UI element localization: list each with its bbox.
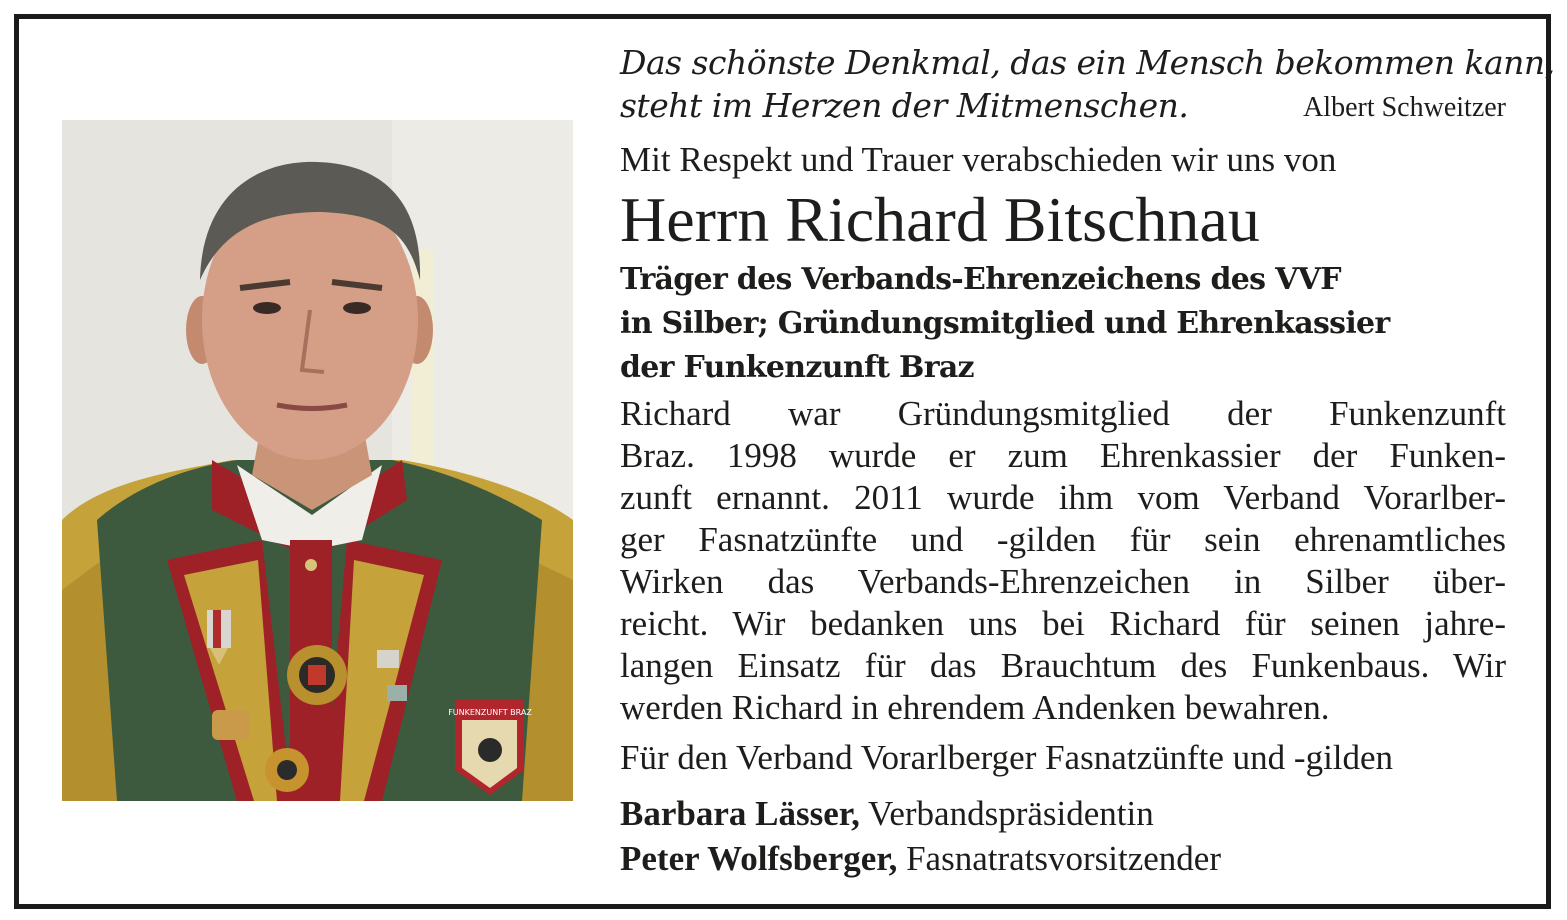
- obituary-text: [620, 41, 1555, 881]
- portrait-photo: [62, 120, 573, 801]
- quote-line: steht im Herzen der Mitmenschen.: [620, 86, 1189, 125]
- honor-line: der Funkenzunft Braz: [620, 350, 974, 385]
- honor-line: in Silber; Gründungsmitglied und Ehrenkassier: [620, 306, 1390, 341]
- signatory-name: Peter Wolfsberger,: [620, 839, 898, 878]
- paragraph-line: Richard war Gründungsmitglied der Funkenzunft: [620, 394, 1506, 433]
- badge-label: FUNKENZUNFT BRAZ: [448, 708, 532, 717]
- paragraph-line: Braz. 1998 wurde er zum Ehrenkassier der Funken-: [620, 436, 1506, 475]
- organization-line: Für den Verband Vorarlberger Fasnatzünfte und -gilden: [620, 738, 1394, 777]
- intro-line: Mit Respekt und Trauer verabschieden wir uns von: [620, 140, 1337, 179]
- signatory: [620, 791, 1506, 836]
- signatory: [620, 836, 1506, 881]
- deceased-name: Herrn Richard Bitschnau: [620, 184, 1260, 255]
- quote-block: [620, 41, 1555, 125]
- paragraph-line: reicht. Wir bedanken uns bei Richard für seinen jahre-: [620, 604, 1506, 643]
- paragraph-line: Wirken das Verbands-Ehrenzeichen in Silber über-: [620, 562, 1506, 601]
- tribute-paragraph: [620, 393, 1506, 729]
- honor-line: Träger des Verbands-Ehrenzeichens des VVF: [620, 262, 1341, 297]
- signatory-role: Fasnatratsvorsitzender: [906, 839, 1221, 878]
- obituary-frame: [14, 14, 1555, 909]
- honor-block: [620, 259, 1506, 389]
- paragraph-line: ger Fasnatzünfte und -gilden für sein ehrenamtliches: [620, 520, 1506, 559]
- paragraph-line: zunft ernannt. 2011 wurde ihm vom Verband Vorarlber-: [620, 478, 1506, 517]
- paragraph-line: langen Einsatz für das Brauchtum des Funkenbaus. Wir: [620, 646, 1506, 685]
- quote-author: Albert Schweitzer: [1303, 92, 1506, 123]
- quote-line: Das schönste Denkmal, das ein Mensch bekommen kann,: [620, 43, 1555, 82]
- signatory-name: Barbara Lässer,: [620, 794, 860, 833]
- signatures: [620, 791, 1506, 881]
- paragraph-line: werden Richard in ehrendem Andenken bewahren.: [620, 688, 1330, 727]
- signatory-role: Verbandspräsidentin: [867, 794, 1154, 833]
